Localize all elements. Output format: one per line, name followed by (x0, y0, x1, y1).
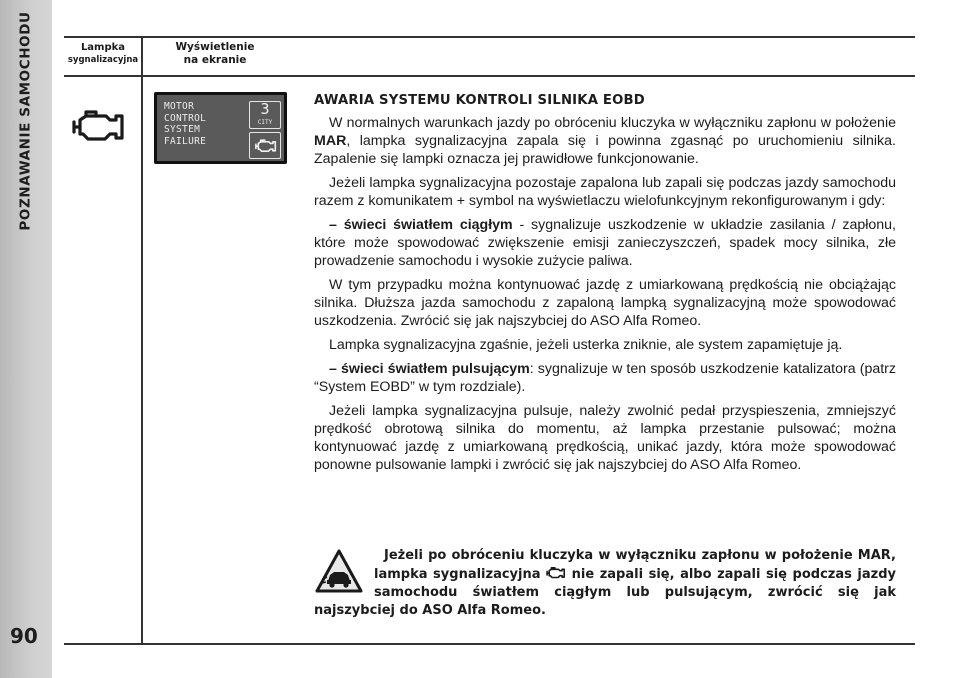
display-gear-box (249, 101, 281, 129)
display-message (164, 101, 244, 147)
paragraph-6: – świeci światłem pulsującym: sygnalizuje w ten sposób uszkodzenie katalizatora (patrz “System EOBD” w tym rozdziale). (314, 361, 896, 395)
warning-text-2: nie zapali się, albo zapali się podczas jazdy samochodu światłem ciągłym lub pulsującym, zwrócić się jak najszybciej do ASO Alfa Romeo. (314, 567, 896, 618)
column-header-lamp: Lampka sygnalizacyjna (67, 42, 139, 65)
side-band (0, 0, 52, 678)
paragraph-1: W normalnych warunkach jazdy po obróceniu kluczyka w wyłączniku zapłonu w położenie MAR, lampka sygnalizacyjna zapala się i powinna zgasnąć po uruchomieniu silnika. Zapalenie się lampki oznacza jej prawidłowe funkcjonowanie. (314, 115, 896, 167)
column-header-display: Wyświetlenie na ekranie (175, 41, 255, 66)
engine-warning-icon (72, 104, 126, 146)
dashboard-display (154, 92, 287, 164)
display-line-3: SYSTEM (164, 124, 201, 135)
gear-indicator: 3 (260, 100, 270, 118)
section-title: AWARIA SYSTEMU KONTROLI SILNIKA EOBD (314, 93, 645, 108)
engine-warning-icon (255, 137, 277, 154)
warning-note (314, 547, 896, 620)
display-screen (157, 95, 284, 161)
display-engine-box (249, 132, 281, 159)
paragraph-5: Lampka sygnalizacyjna zgaśnie, jeżeli usterka zniknie, ale system zapamiętuje ją. (329, 337, 843, 353)
paragraph-2: Jeżeli lampka sygnalizacyjna pozostaje zapalona lub zapali się podczas jazdy samochodu razem z komunikatem + symbol na wyświetlaczu wielofunkcyjnym rekonfigurowanym i gdy: (314, 175, 896, 209)
display-line-2: CONTROL (164, 112, 207, 124)
paragraph-3: – świeci światłem ciągłym - sygnalizuje uszkodzenie w układzie zasilania / zapłonu, które może spowodować zwiększenie emisji zanieczyszczeń, spadek mocy silnika, złe prowadzenie samochodu i wysokie zużycie paliwa. (314, 217, 896, 269)
paragraph-4: W tym przypadku można kontynuować jazdę z umiarkowaną prędkością nie obciążając silnika. Dłuższa jazda samochodu z zapaloną lampką sygnalizacyjną może spowodować uszkodzenia. Zwrócić się jak najszybciej do ASO Alfa Romeo. (314, 277, 896, 329)
page-number: 90 (10, 624, 38, 648)
mode-indicator: CITY (257, 119, 273, 126)
top-rule (64, 36, 915, 38)
bottom-rule (64, 643, 915, 645)
engine-warning-icon (546, 565, 566, 580)
warning-text-1: Jeżeli po obróceniu kluczyka w wyłączniku zapłonu w położenie MAR, lampka sygnalizacyjna (374, 548, 896, 582)
header-rule (64, 75, 915, 77)
display-line-1: MOTOR (164, 101, 195, 112)
column-divider (141, 38, 143, 643)
chapter-title: POZNAWANIE SAMOCHODU (18, 11, 34, 231)
display-line-4: FAILURE (164, 135, 207, 147)
main-content (314, 92, 896, 480)
paragraph-7: Jeżeli lampka sygnalizacyjna pulsuje, należy zwolnić pedał przyspieszenia, zmniejszyć prędkość obrotową silnika do momentu, aż lampka przestanie pulsować; można kontynuować jazdę z umiarkowaną prędkością, unikać jazdy, która może spowodować ponowne pulsowanie lampki i zwrócić się jak najszybciej do ASO Alfa Romeo. (314, 403, 896, 473)
